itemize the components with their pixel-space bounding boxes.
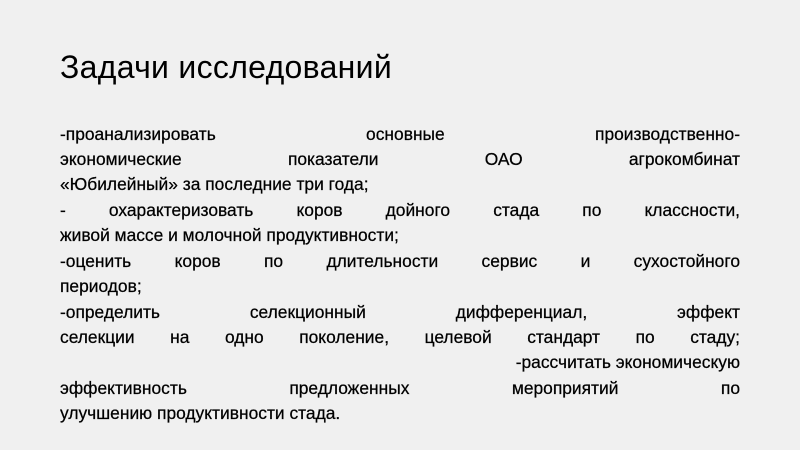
task-line-7: периодов; [60,276,142,296]
task-line-3: «Юбилейный» за последние три года; [60,174,369,194]
task-line-5: живой массе и молочной продуктивности; [60,225,399,245]
task-line-4: - охарактеризовать коров дойного стада по классности, [60,200,740,220]
task-line-6: -оценить коров по длительности сервис и сухостойного [60,251,740,271]
task-line-9: селекции на одно поколение, целевой стандарт по стаду; [60,327,740,347]
task-line-2: экономические показатели ОАО агрокомбинат [60,149,740,169]
task-line-1: -проанализировать основные производственно- [60,124,740,144]
task-line-11: эффективность предложенных мероприятий по [60,378,740,398]
slide-title: Задачи исследований [60,49,392,85]
task-line-10: -рассчитать экономическую [515,352,740,372]
task-line-8: -определить селекционный дифференциал, эффект [60,302,740,322]
task-line-12: улучшению продуктивности стада. [60,403,341,423]
